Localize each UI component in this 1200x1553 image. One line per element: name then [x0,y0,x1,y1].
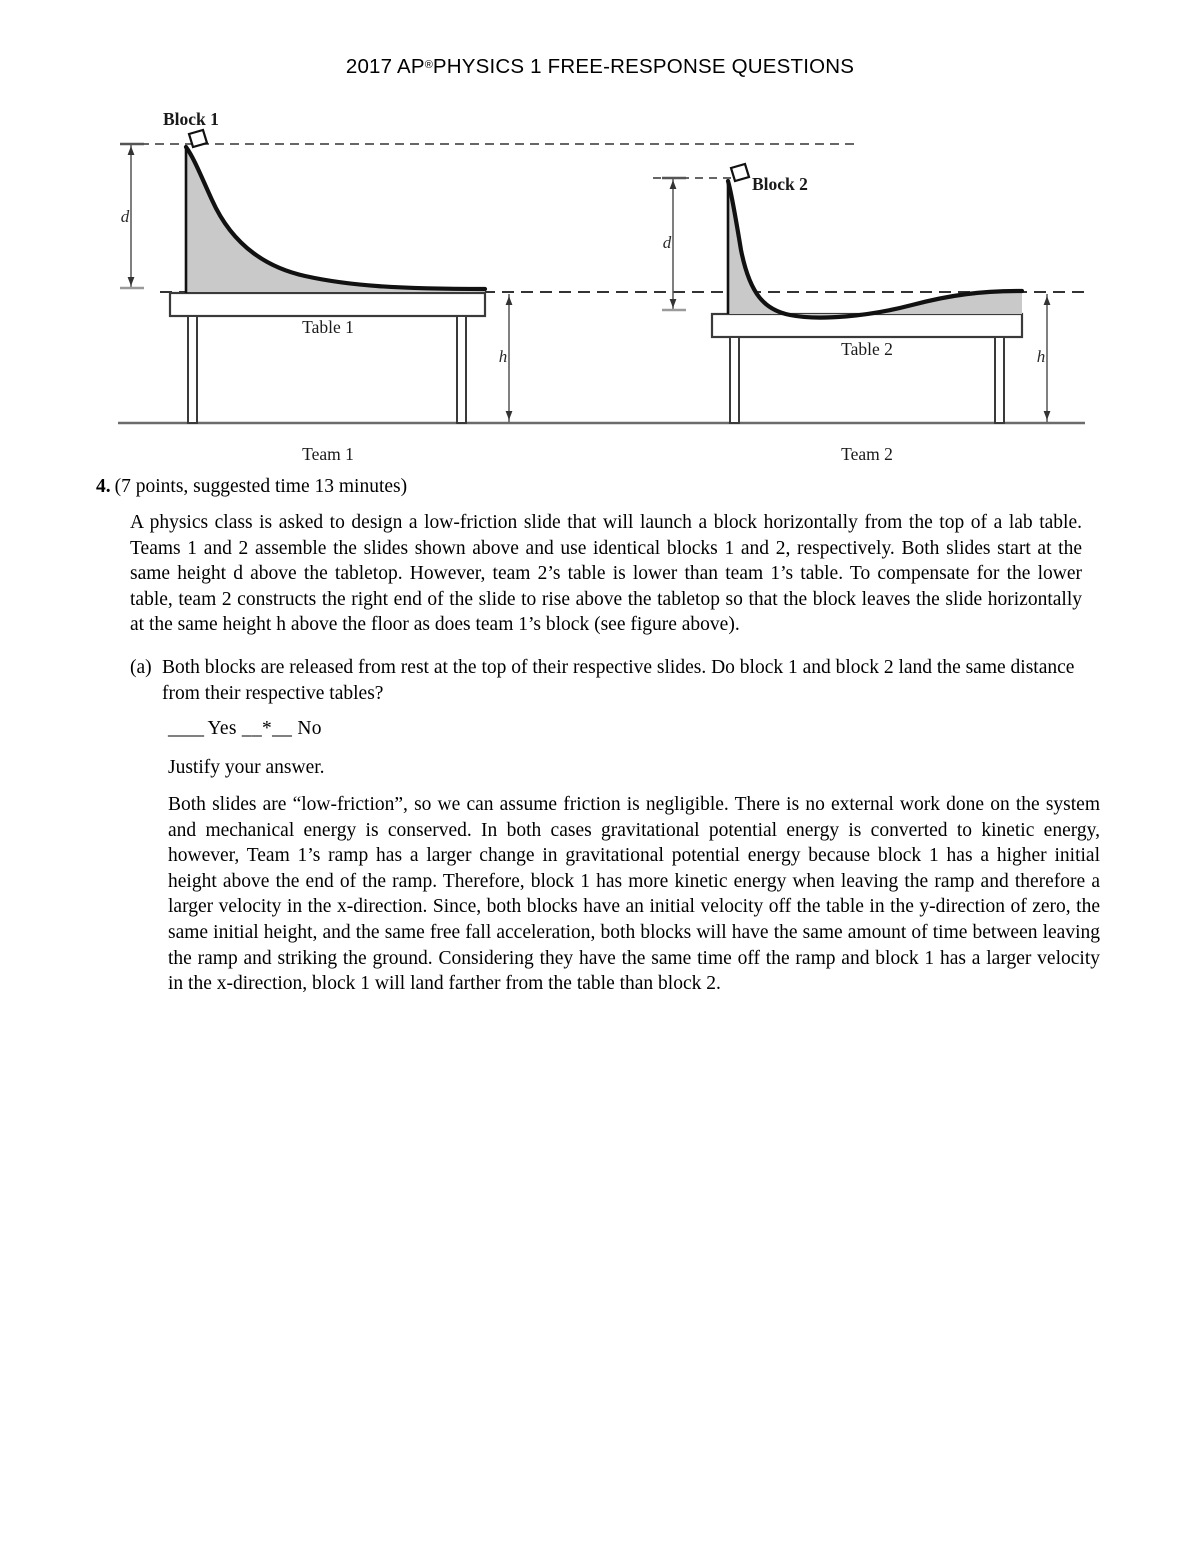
question-number-line [96,476,407,498]
yes-no-answer-line[interactable] [168,718,322,740]
selection-asterisk-mark: * [262,718,273,739]
no-blank-left[interactable]: __ [241,718,263,739]
h1-label: h [498,347,508,366]
physics-figure [100,100,1100,475]
question-number: 4. [96,476,111,497]
slide2-ramp [728,181,1022,318]
no-option-label[interactable]: No [297,718,322,739]
d1-arrow-top [128,146,135,155]
question-intro-paragraph: A physics class is asked to design a low-friction slide that will launch a block horizontally from the top of a lab table. Teams 1 and 2 assemble the slides shown above and use identical blocks 1 and 2, respectively. Both slides start at the same height d above the tabletop. However, team 2’s table is lower than team 1’s table. To compensate for the lower table, team 2 constructs the right end of the slide to rise above the tabletop so that the block leaves the slide horizontally at the same height h above the floor as does team 1’s block (see figure above). [130,512,1082,636]
slide1-ramp [186,147,485,292]
block2-label: Block 2 [752,174,808,194]
d2-arrow-top [670,180,677,189]
header-title-after: PHYSICS 1 FREE-RESPONSE QUESTIONS [432,55,855,78]
table1-label: Table 1 [302,317,354,337]
team1-label: Team 1 [302,444,354,464]
table1-top [170,293,485,316]
d2-label: d [662,233,672,252]
h2-label: h [1036,347,1046,366]
table1-leg-right [457,316,466,423]
yes-blank[interactable]: ____ [168,718,203,739]
justify-prompt: Justify your answer. [168,757,325,778]
part-a-letter: (a) [130,657,152,678]
block2-shape [731,164,749,181]
block1-label: Block 1 [163,109,219,129]
team2-label: Team 2 [841,444,893,464]
no-blank-right[interactable]: __ [272,718,293,739]
question-points-time: (7 points, suggested time 13 minutes) [114,476,408,497]
table1-leg-left [188,316,197,423]
d1-label: d [120,207,130,226]
page-header [0,55,1200,79]
table2-top [712,314,1022,337]
table2-leg-left [730,337,739,423]
part-a-prompt: Both blocks are released from rest at the top of their respective slides. Do block 1 and block 2 land the same distance from their respective tables? [162,657,1075,704]
h2-arrow-bottom [1044,411,1051,420]
yes-option-label[interactable]: Yes [207,718,237,739]
h2-arrow-top [1044,296,1051,305]
table2-leg-right [995,337,1004,423]
h1-arrow-bottom [506,411,513,420]
header-title-before: 2017 AP [345,55,425,78]
registered-trademark-icon: ® [424,59,433,71]
table2-label: Table 2 [841,339,893,359]
block1-shape [189,130,207,147]
d1-arrow-bottom [128,277,135,286]
d2-arrow-bottom [670,299,677,308]
h1-arrow-top [506,296,513,305]
student-answer-paragraph: Both slides are “low-friction”, so we can assume friction is negligible. There is no external work done on the system and mechanical energy is conserved. In both cases gravitational potential energy is converted to kinetic energy, however, Team 1’s ramp has a larger change in gravitational potential energy because block 1 has a higher initial height above the end of the ramp. Therefore, block 1 has more kinetic energy when leaving the ramp and therefore a larger velocity in the x-direction. Since, both blocks have an initial velocity off the table in the y-direction of zero, the same initial height, and the same free fall acceleration, both blocks will have the same amount of time between leaving the ramp and striking the ground. Considering they have the same time off the ramp and block 1 has a larger velocity in the x-direction, block 1 will land farther from the table than block 2. [168,794,1100,995]
part-a-block [130,655,1090,706]
